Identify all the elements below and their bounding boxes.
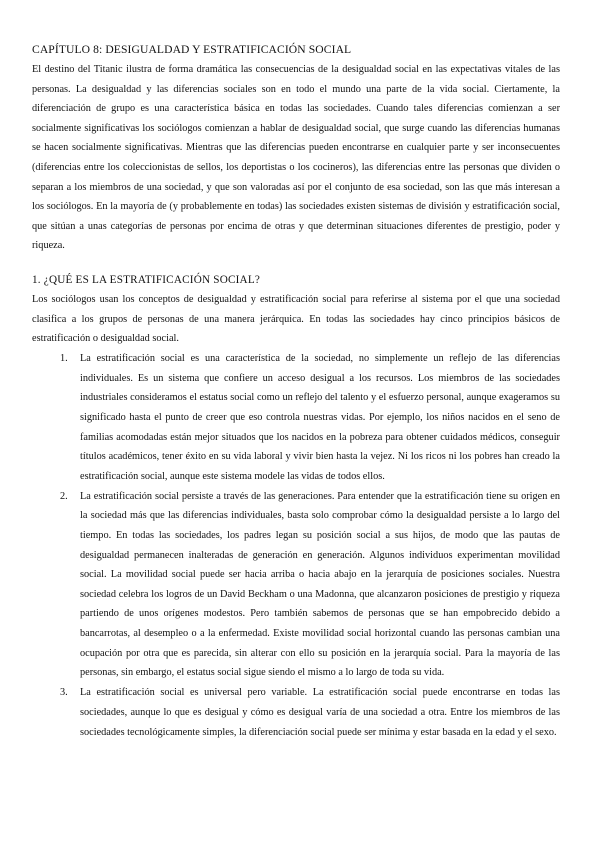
list-item-text: La estratificación social es universal pero variable. La estratificación social puede encontrarse en todas las sociedades, aunque lo que es desigual y cómo es desigual varía de una sociedad a otra. Entre los miembros de las sociedades tecnológicamente simples, la diferenciación social puede ser mínima y estar basada en la edad y el sexo. <box>80 687 560 738</box>
chapter-title: CAPÍTULO 8: DESIGUALDAD Y ESTRATIFICACIÓN SOCIAL <box>32 43 352 56</box>
intro-paragraph: El destino del Titanic ilustra de forma dramática las consecuencias de la desigualdad social en las expectativas vitales de las personas. La desigualdad y las diferencias sociales son en todo el mundo una parte de la vida social. Ciertamente, la diferenciación de grupo es una característica básica en todas las sociedades. Cuando tales diferencias comienzan a ser socialmente significativas los sociólogos comienzan a hablar de desigualdad social, que surge cuando las diferencias humanas se hacen socialmente significativas. Mientras que las diferencias pueden encontrarse en cualquier parte y ser inconsecuentes (diferencias entre los coleccionistas de sellos, los deportistas o los cocineros), las diferencias entre las personas que dividen o separan a los miembros de una sociedad, y que son valoradas así por el conjunto de esa sociedad, son las que más interesan a los sociólogos. En la mayoría de (y probablemente en todas) las sociedades existen sistemas de división y estratificación social, que sitúan a unas categorías de personas por encima de otras y que determinan situaciones diferentes de prestigio, poder y riqueza. <box>32 64 560 252</box>
list-item-number: 3. <box>60 687 68 699</box>
document-page <box>32 40 560 742</box>
list-item-number: 1. <box>60 353 68 365</box>
principles-list <box>32 349 560 742</box>
list-item-number: 2. <box>60 490 68 502</box>
list-item <box>32 349 560 486</box>
section-heading: 1. ¿QUÉ ES LA ESTRATIFICACIÓN SOCIAL? <box>32 273 261 286</box>
list-item <box>32 683 560 742</box>
section-lead-paragraph: Los sociólogos usan los conceptos de desigualdad y estratificación social para referirse al sistema por el que una sociedad clasifica a los grupos de personas de una manera jerárquica. En todas las sociedades hay cinco principios básicos de estratificación o desigualdad social. <box>32 293 560 345</box>
list-item <box>32 487 560 683</box>
list-item-text: La estratificación social persiste a través de las generaciones. Para entender que la estratificación tiene su origen en la sociedad más que las diferencias individuales, basta solo comprobar cómo la desigualdad persiste a lo largo del tiempo. En todas las sociedades, los padres legan su posición social a sus hijos, de modo que las pautas de desigualdad permanecen inalteradas de generación en generación. Algunos individuos experimentan movilidad social. La movilidad social puede ser hacia arriba o hacia abajo en la jerarquía de posiciones sociales. Nuestra sociedad celebra los logros de un David Beckham o una Madonna, que alcanzaron posiciones de prestigio y riqueza partiendo de unos orígenes modestos. Pero también sabemos de personas que se han empobrecido debido a bancarrotas, al desempleo o a la enfermedad. Existe movilidad social horizontal cuando las personas cambian una ocupación por otra que es parecida, sin alterar con ello su posición en la jerarquía social. Para la mayoría de las personas, sin embargo, el estatus social sigue siendo el mismo a lo largo de toda su vida. <box>80 490 560 679</box>
list-item-text: La estratificación social es una característica de la sociedad, no simplemente un reflejo de las diferencias individuales. Es un sistema que confiere un acceso desigual a los recursos. Los miembros de las sociedades industriales consideramos el estatus social como un reflejo del talento y el esfuerzo personal, aunque exageramos su significado hasta el punto de creer que eso controla nuestras vidas. Por ejemplo, los niños nacidos en el seno de familias acomodadas están mejor situados que los nacidos en la pobreza para obtener cuidados médicos, conseguir títulos académicos, tener éxito en su vida laboral y vivir bien hasta la vejez. Ni los ricos ni los pobres han creado la estratificación social, aunque este sistema modele las vidas de todos ellos. <box>80 353 560 482</box>
